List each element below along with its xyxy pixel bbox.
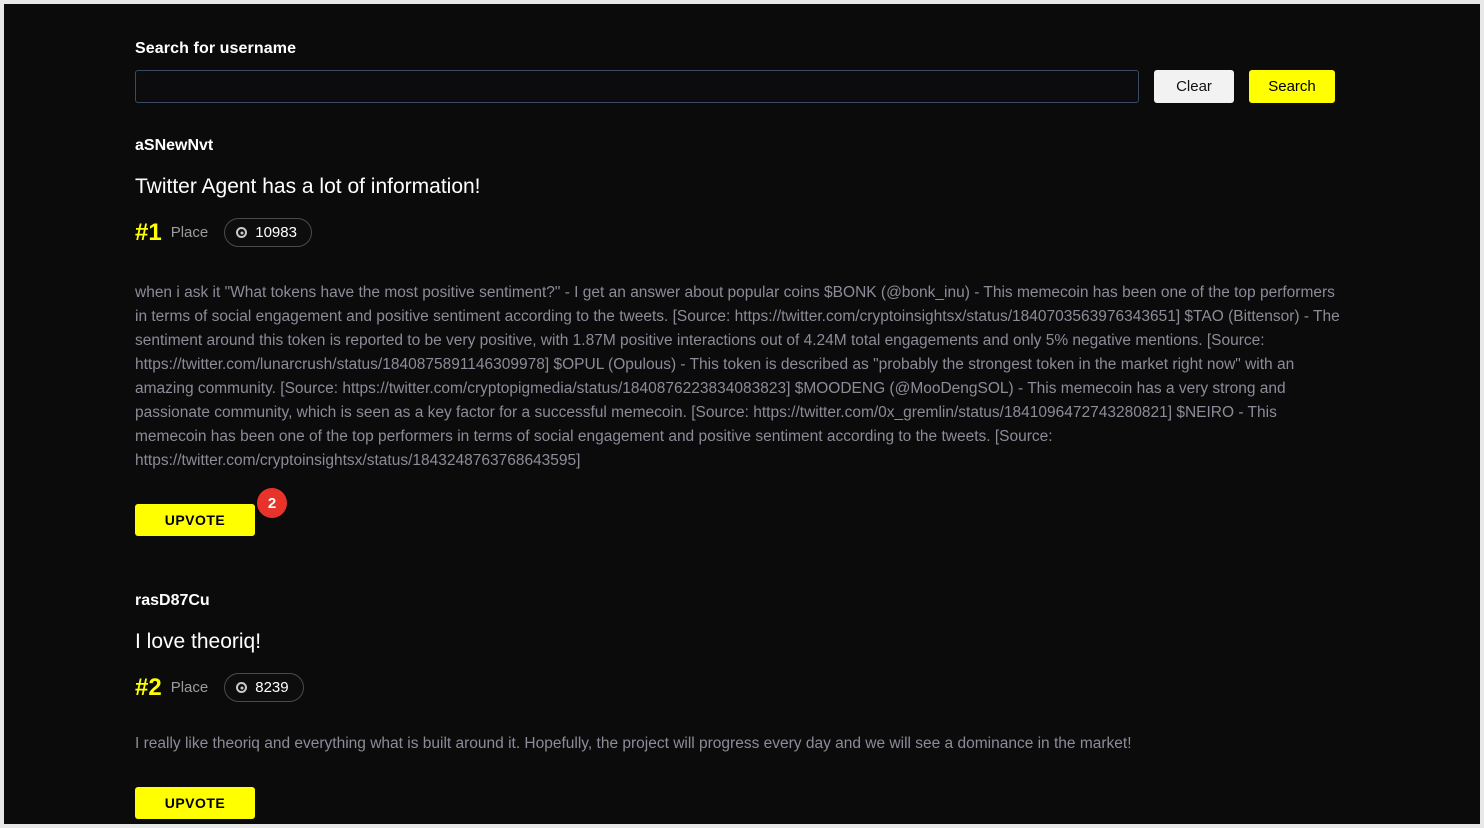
post-place-label: Place — [170, 679, 209, 696]
upvote-wrapper — [135, 494, 277, 536]
point-icon — [236, 227, 247, 238]
post-title: Twitter Agent has a lot of information! — [135, 175, 481, 198]
point-icon — [236, 682, 247, 693]
search-label: Search for username — [135, 40, 297, 57]
score-badge — [224, 673, 303, 702]
search-button[interactable]: Search — [1249, 70, 1335, 103]
score-badge — [224, 218, 312, 247]
post-place-label: Place — [170, 224, 209, 241]
post-item — [135, 592, 1350, 819]
search-input[interactable] — [135, 70, 1139, 103]
upvote-wrapper — [135, 787, 255, 819]
post-item — [135, 137, 1350, 536]
clear-button[interactable]: Clear — [1154, 70, 1234, 103]
post-title: I love theoriq! — [135, 630, 262, 653]
section-spacer — [135, 536, 1350, 558]
cursor-step-badge: 2 — [257, 488, 287, 518]
post-body: I really like theoriq and everything what is built around it. Hopefully, the project will progress every day and we will see a dominance in the market! — [135, 735, 1132, 752]
upvote-button[interactable]: UPVOTE — [135, 787, 255, 819]
post-body: when i ask it "What tokens have the most positive sentiment?" - I get an answer about popular coins $BONK (@bonk_inu) - This memecoin has been one of the top performers in terms of social engagement and positive sentiment according to the tweets. [Source: https://twitter.com/cryptoinsightsx/status/1840703563976343651] $TAO (Bittensor) - The sentiment around this token is reported to be very positive, with 1.87M positive interactions out of 4.24M total engagements and only 5% negative mentions. [Source: https://twitter.com/lunarcrush/status/1840875891146309978] $OPUL (Opulous) - This token is described as "probably the strongest token in the market right now" with an amazing community. [Source: https://twitter.com/cryptopigmedia/status/1840876223834083823] $MOODENG (@MooDengSOL) - This memecoin has a very strong and passionate community, which is seen as a key factor for a successful memecoin. [Source: https://twitter.com/0x_gremlin/status/1841096472743280821] $NEIRO - This memecoin has been one of the top performers in terms of social engagement and positive sentiment according to the tweets. [Source: https://twitter.com/cryptoinsightsx/status/1843248763768643595] — [135, 284, 1340, 469]
post-username: rasD87Cu — [135, 592, 210, 609]
upvote-button[interactable]: UPVOTE — [135, 504, 255, 536]
post-meta — [135, 673, 1350, 702]
post-rank: #2 — [135, 673, 162, 701]
score-value: 8239 — [255, 679, 289, 696]
post-rank: #1 — [135, 218, 162, 246]
page-content — [4, 4, 1480, 824]
score-value: 10983 — [255, 224, 297, 241]
post-username: aSNewNvt — [135, 137, 214, 154]
post-meta — [135, 218, 1350, 247]
search-row — [135, 70, 1350, 103]
